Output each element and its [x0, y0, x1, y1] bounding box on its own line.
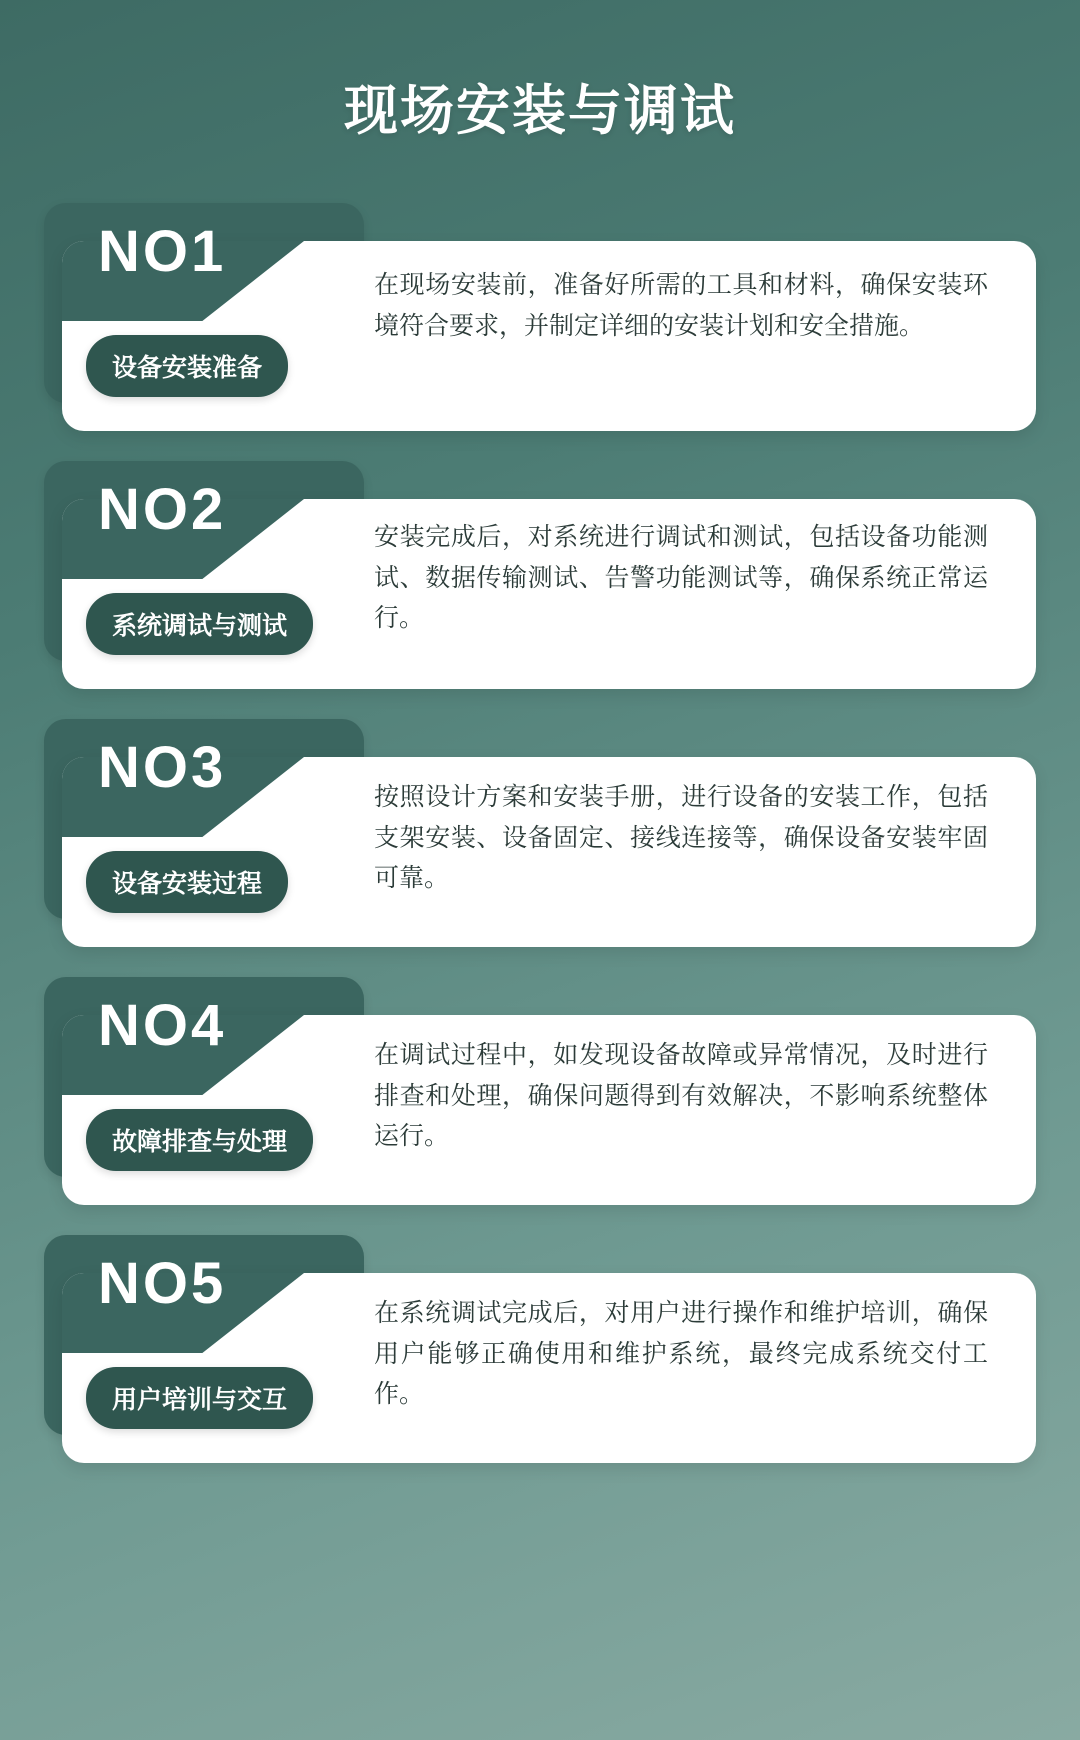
step-description: 按照设计方案和安装手册，进行设备的安装工作，包括支架安装、设备固定、接线连接等，确保设备安装牢固可靠。 — [374, 783, 988, 892]
step-description: 在系统调试完成后，对用户进行操作和维护培训，确保用户能够正确使用和维护系统，最终完成系统交付工作。 — [374, 1299, 988, 1408]
step-item — [44, 461, 1036, 693]
step-label-pill: 故障排查与处理 — [86, 1109, 313, 1171]
step-description: 安装完成后，对系统进行调试和测试，包括设备功能测试、数据传输测试、告警功能测试等，确保系统正常运行。 — [374, 523, 988, 632]
step-label-pill: 设备安装准备 — [86, 335, 288, 397]
step-description: 在现场安装前，准备好所需的工具和材料，确保安装环境符合要求，并制定详细的安装计划和安全措施。 — [374, 271, 988, 340]
step-item — [44, 203, 1036, 435]
step-item — [44, 977, 1036, 1209]
step-number: NO4 — [98, 993, 227, 1058]
step-label-pill: 用户培训与交互 — [86, 1367, 313, 1429]
step-item — [44, 719, 1036, 951]
step-number: NO3 — [98, 735, 227, 800]
step-item — [44, 1235, 1036, 1467]
step-label-pill: 系统调试与测试 — [86, 593, 313, 655]
step-number: NO1 — [98, 219, 227, 284]
step-label-pill: 设备安装过程 — [86, 851, 288, 913]
step-description: 在调试过程中，如发现设备故障或异常情况，及时进行排查和处理，确保问题得到有效解决，不影响系统整体运行。 — [374, 1041, 988, 1150]
step-number: NO5 — [98, 1251, 227, 1316]
page-title: 现场安装与调试 — [344, 81, 736, 141]
step-number: NO2 — [98, 477, 227, 542]
steps-list — [0, 203, 1080, 1467]
